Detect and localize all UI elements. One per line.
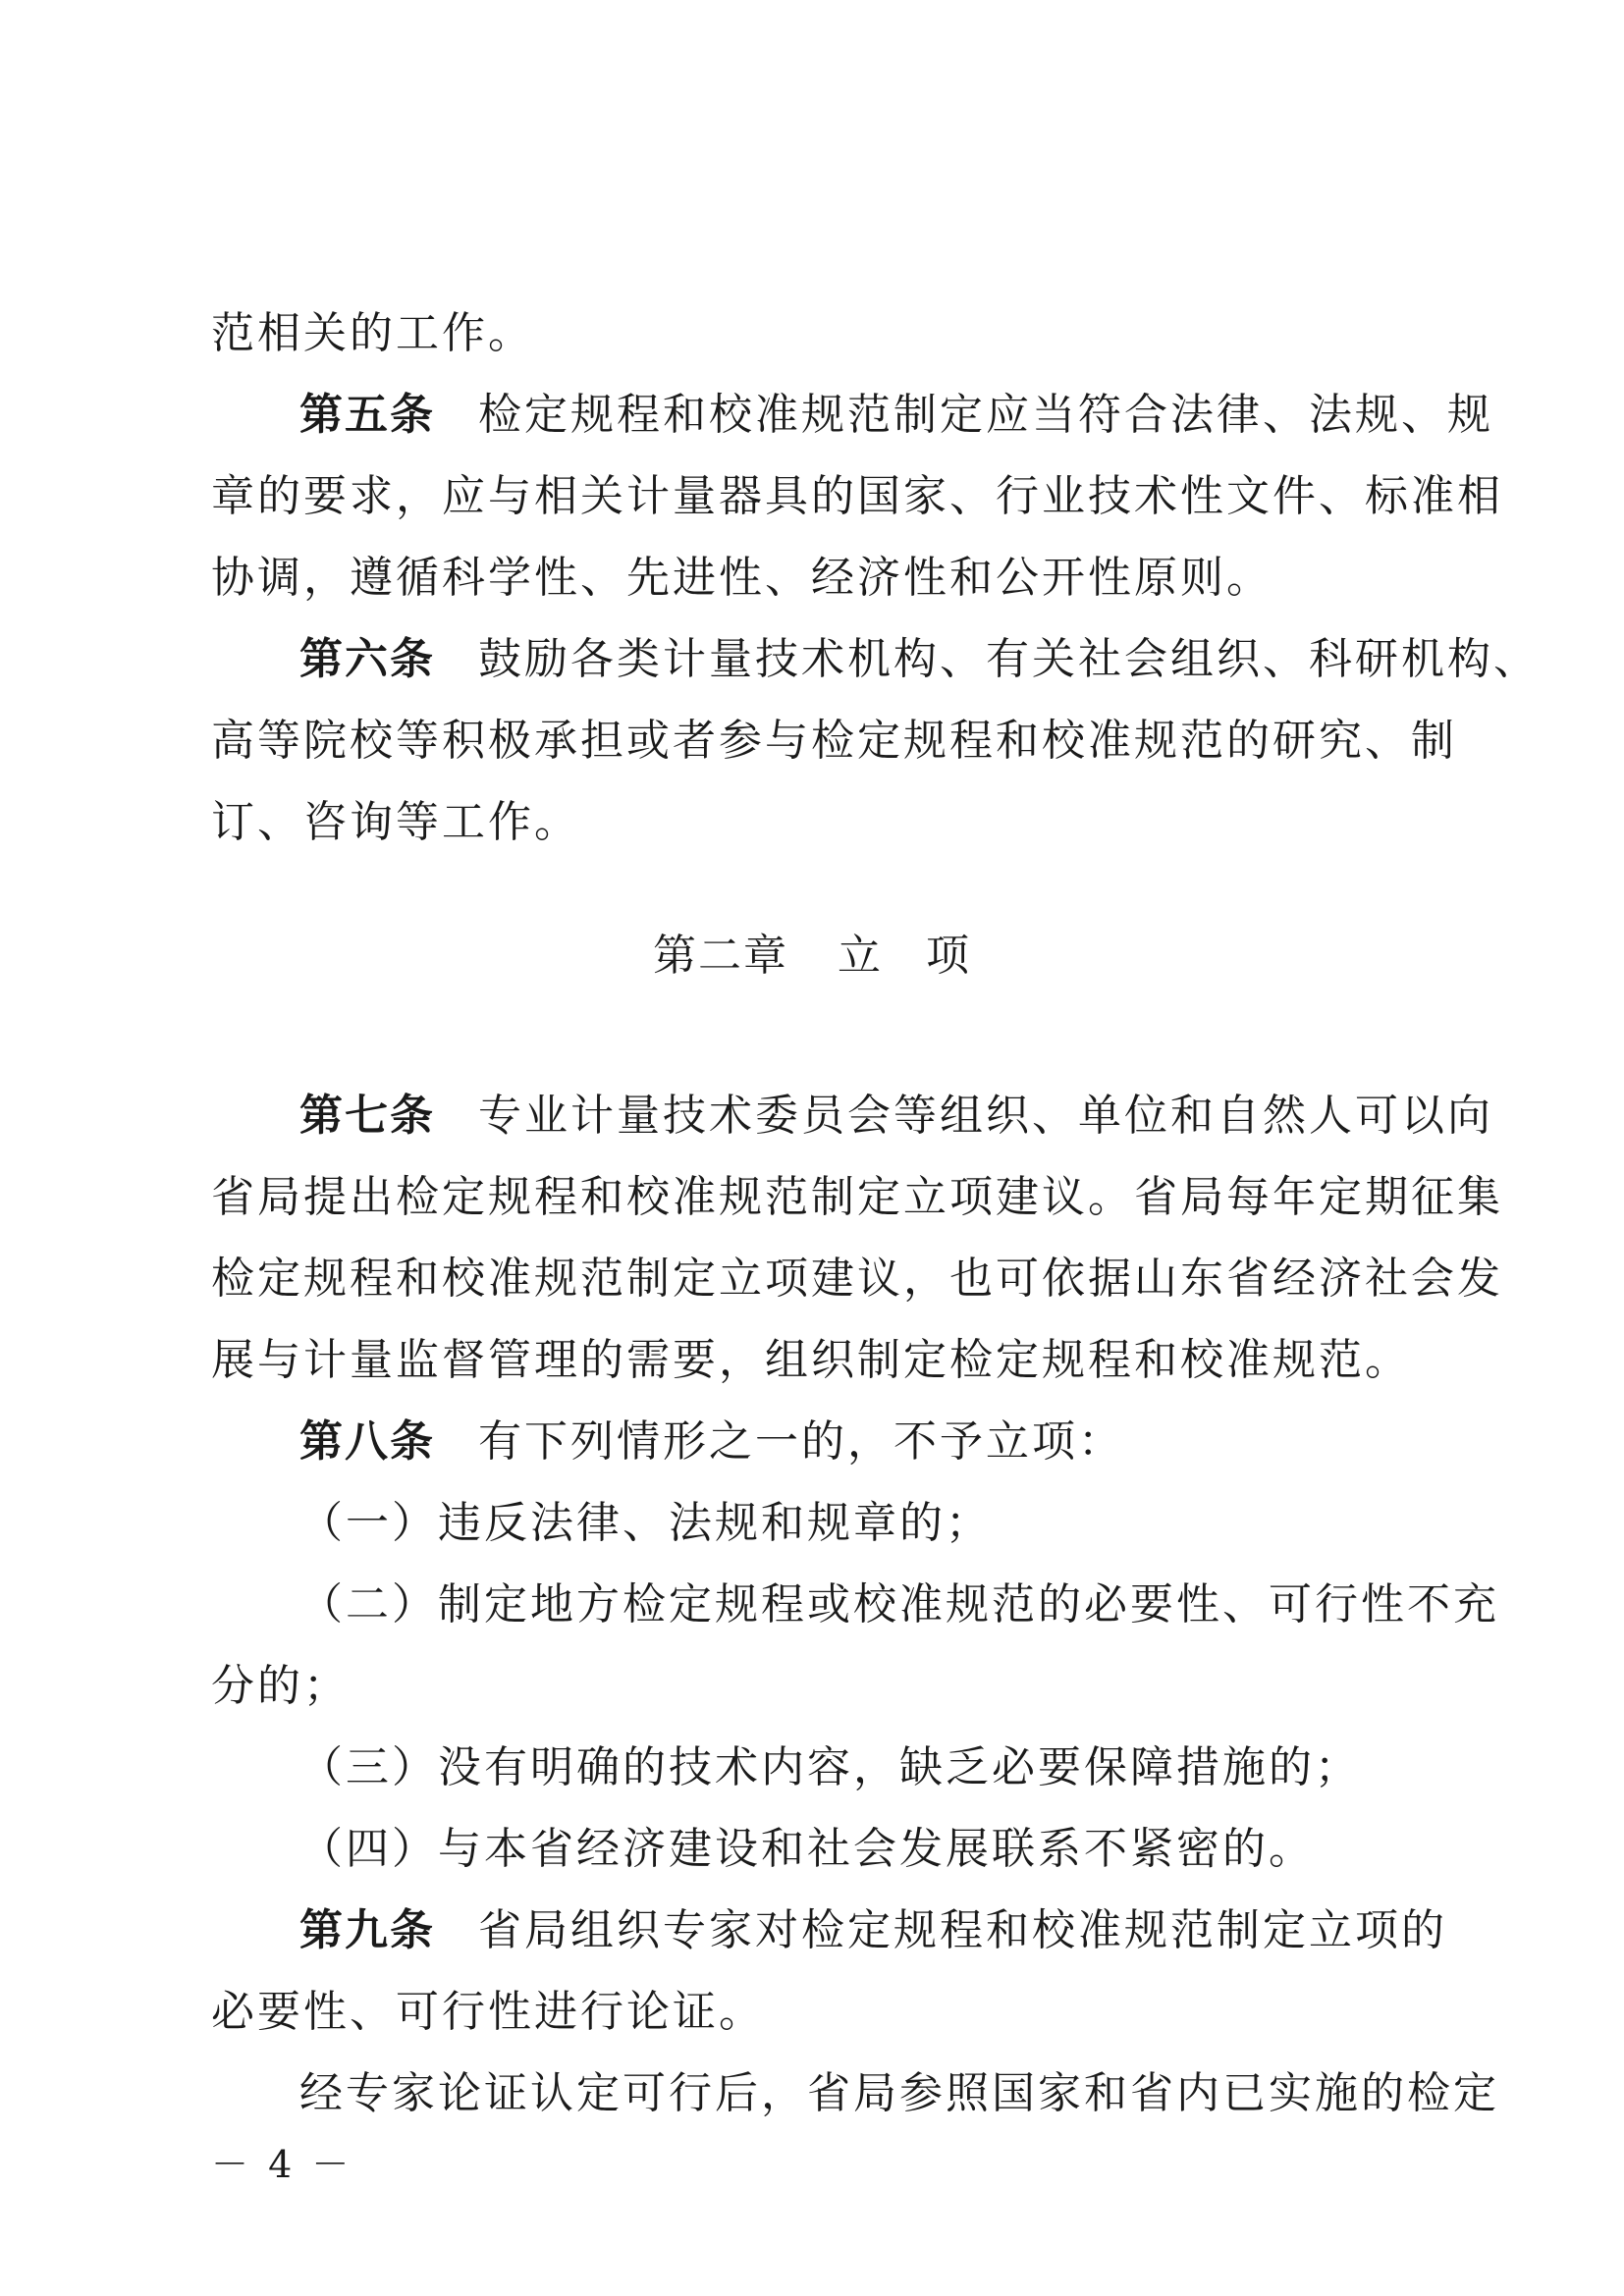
text-line: 高等院校等积极承担或者参与检定规程和校准规范的研究、制 — [211, 716, 1457, 766]
text-line: 必要性、可行性进行论证。 — [211, 1987, 765, 2037]
article-9-heading: 第九条 — [299, 1905, 435, 1955]
article-5-paragraph — [299, 386, 1493, 445]
chapter-title-char: 项 — [926, 931, 971, 981]
text-line: 范相关的工作。 — [211, 308, 534, 358]
text-line: 订、咨询等工作。 — [211, 797, 580, 847]
text-line: 有下列情形之一的，不予立项： — [478, 1416, 1124, 1467]
text-line: 协调，遵循科学性、先进性、经济性和公开性原则。 — [211, 553, 1272, 603]
text-line: 省局组织专家对检定规程和校准规范制定立项的 — [478, 1905, 1447, 1955]
chapter-number: 第二章 — [653, 931, 788, 981]
list-item: （一）违反法律、法规和规章的； — [299, 1498, 992, 1548]
text-line: 展与计量监督管理的需要，组织制定检定规程和校准规范。 — [211, 1335, 1411, 1385]
text-line: 鼓励各类计量技术机构、有关社会组织、科研机构、 — [478, 634, 1540, 684]
list-item: （三）没有明确的技术内容，缺乏必要保障措施的； — [299, 1742, 1361, 1792]
chapter-heading — [0, 927, 1624, 986]
article-5-heading: 第五条 — [299, 390, 435, 440]
page-number: － 4 － — [211, 2143, 353, 2186]
article-7-paragraph — [299, 1087, 1493, 1146]
article-6-heading: 第六条 — [299, 634, 435, 684]
text-line: 分的； — [211, 1661, 350, 1711]
text-line: 检定规程和校准规范制定应当符合法律、法规、规 — [478, 390, 1493, 440]
text-line: 检定规程和校准规范制定立项建议，也可依据山东省经济社会发 — [211, 1254, 1503, 1304]
list-item: （四）与本省经济建设和社会发展联系不紧密的。 — [299, 1824, 1315, 1874]
article-9-paragraph — [299, 1901, 1447, 1960]
article-7-heading: 第七条 — [299, 1091, 435, 1141]
article-6-paragraph — [299, 630, 1540, 689]
list-item: （二）制定地方检定规程或校准规范的必要性、可行性不充 — [299, 1579, 1499, 1629]
text-line: 章的要求，应与相关计量器具的国家、行业技术性文件、标准相 — [211, 471, 1503, 521]
article-8-heading: 第八条 — [299, 1416, 435, 1467]
chapter-title-char: 立 — [838, 931, 883, 981]
text-line: 经专家论证认定可行后，省局参照国家和省内已实施的检定 — [299, 2068, 1499, 2118]
text-line: 省局提出检定规程和校准规范制定立项建议。省局每年定期征集 — [211, 1172, 1503, 1222]
text-line: 专业计量技术委员会等组织、单位和自然人可以向 — [478, 1091, 1493, 1141]
article-8-paragraph — [299, 1413, 1429, 1471]
